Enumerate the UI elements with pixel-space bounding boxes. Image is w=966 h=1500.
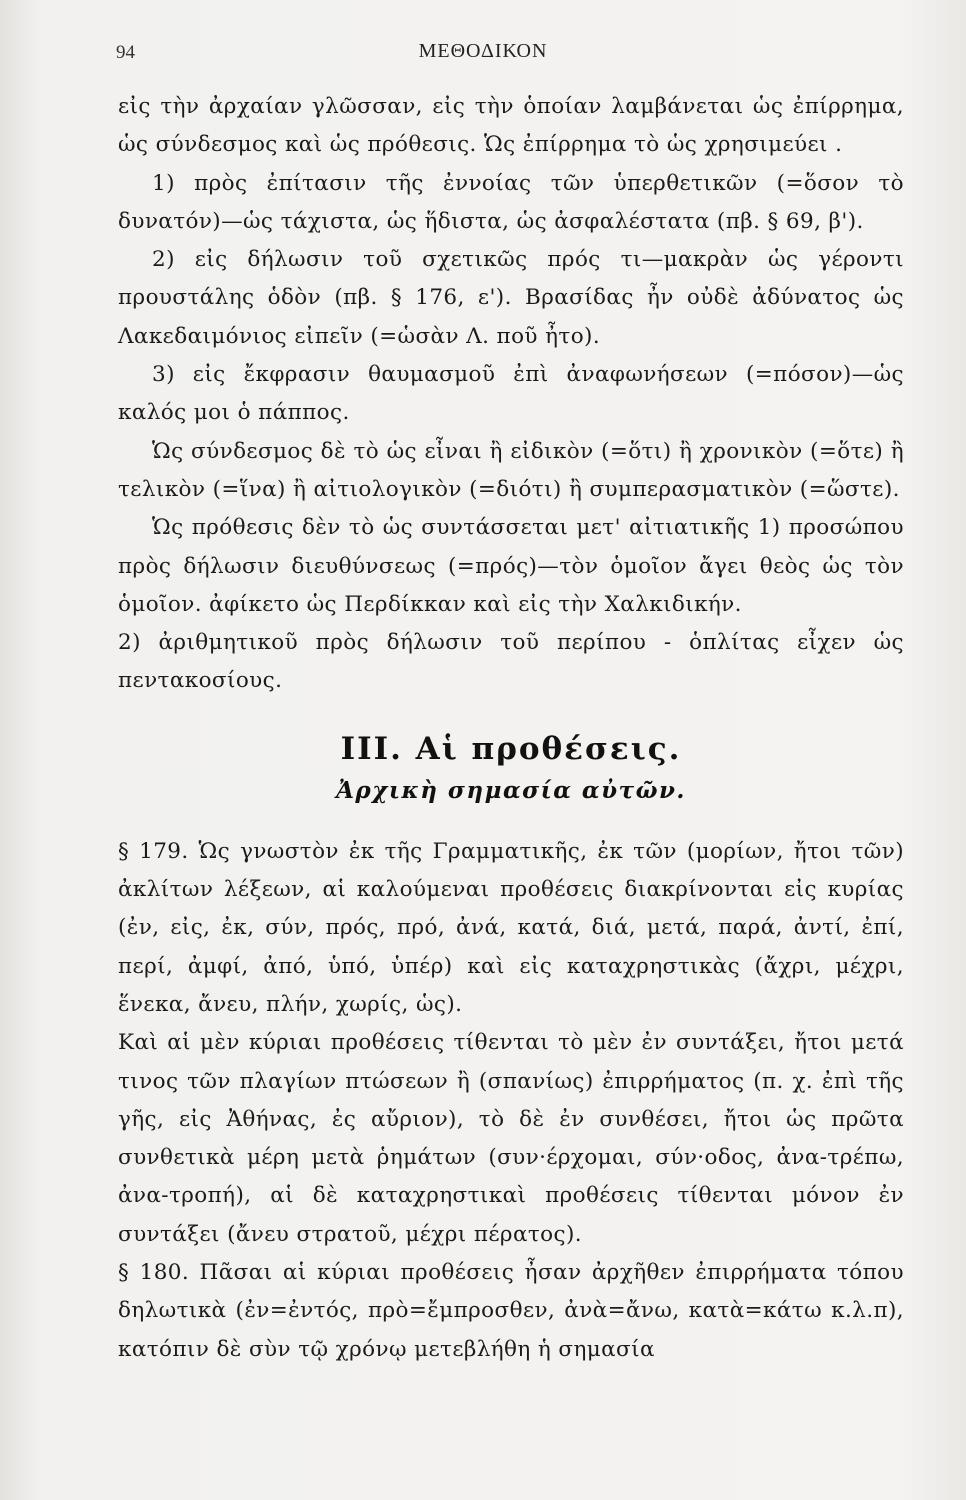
section-heading [118,727,904,811]
paragraph-180: § 180. Πᾶσαι αἱ κύριαι προθέσεις ἦσαν ἀρχῆθεν ἐπιρρήματα τόπου δηλωτικὰ (ἐν=ἐντός, πρὸ=ἔμπροσθεν, ἀνὰ=ἄνω, κατὰ=κάτω κ.λ.π), κατόπιν δὲ σὺν τῷ χρόνῳ μετεβλήθη ἡ σημασία [118,1260,904,1362]
paragraph-preposition: Ὡς πρόθεσις δὲν τὸ ὡς συντάσσεται μετ' αἰτιατικῆς 1) προσώπου πρὸς δήλωσιν διευθύνσεως (=πρός)—τὸν ὁμοῖον ἄγει θεὸς ὡς τὸν ὁμοῖον. ἀφίκετο ὡς Περδίκκαν καὶ εἰς τὴν Χαλκιδικήν. [118,515,904,617]
paragraph-numeral: 2) ἀριθμητικοῦ πρὸς δήλωσιν τοῦ περίπου - ὁπλίτας εἶχεν ὡς πεντακοσίους. [118,630,904,694]
paragraph-conjunction: Ὡς σύνδεσμος δὲ τὸ ὡς εἶναι ἢ εἰδικὸν (=ὅτι) ἢ χρονικὸν (=ὅτε) ἢ τελικὸν (=ἵνα) ἢ αἰτιολογικὸν (=διότι) ἢ συμπερασματικὸν (=ὥστε). [118,438,904,502]
body-text [118,88,904,1369]
section-title: ΙΙΙ. Αἱ προθέσεις. [340,730,682,767]
running-head: ΜΕΘΟΔΙΚΟΝ [418,40,548,62]
paragraph-kyriai: Καὶ αἱ μὲν κύριαι προθέσεις τίθενται τὸ μὲν ἐν συντάξει, ἤτοι μετά τινος τῶν πλαγίων πτώσεων ἢ (σπανίως) ἐπιρρήματος (π. χ. ἐπὶ τῆς γῆς, εἰς Ἀθήνας, ἐς αὔριον), τὸ δὲ ἐν συνθέσει, ἤτοι ὡς πρῶτα συνθετικὰ μέρη μετὰ ῥημάτων (συν·έρχομαι, σύν·οδος, ἀνα-τρέπω, ἀνα-τροπή), αἱ δὲ καταχρηστικαὶ προθέσεις τίθενται μόνον ἐν συντάξει (ἄνευ στρατοῦ, μέχρι πέρατος). [118,1030,904,1247]
paragraph-item-3: 3) εἰς ἔκφρασιν θαυμασμοῦ ἐπὶ ἀναφωνήσεων (=πόσον)—ὡς καλός μοι ὁ πάππος. [118,362,904,426]
page-header [0,38,966,72]
paragraph-item-2: 2) εἰς δήλωσιν τοῦ σχετικῶς πρός τι—μακρὰν ὡς γέροντι προυστάλης ὁδὸν (πβ. § 176, ε'). Βρασίδας ἦν οὐδὲ ἀδύνατος ὡς Λακεδαιμόνιος εἰπεῖν (=ὡσὰν Λ. ποῦ ἦτο). [118,247,904,349]
page-number: 94 [116,42,135,63]
section-subtitle: Ἀρχικὴ σημασία αὐτῶν. [336,776,686,804]
paragraph-179: § 179. Ὡς γνωστὸν ἐκ τῆς Γραμματικῆς, ἐκ τῶν (μορίων, ἤτοι τῶν) ἀκλίτων λέξεων, αἱ καλούμεναι προθέσεις διακρίνονται εἰς κυρίας (ἐν, εἰς, ἐκ, σύν, πρός, πρό, ἀνά, κατά, διά, μετά, παρά, ἀντί, ἐπί, περί, ἀμφί, ἀπό, ὑπό, ὑπέρ) καὶ εἰς καταχρηστικὰς (ἄχρι, μέχρι, ἕνεκα, ἄνευ, πλήν, χωρίς, ὡς). [118,838,904,1017]
paragraph-intro: εἰς τὴν ἀρχαίαν γλῶσσαν, εἰς τὴν ὁποίαν λαμβάνεται ὡς ἐπίρρημα, ὡς σύνδεσμος καὶ ὡς πρόθεσις. Ὡς ἐπίρρημα τὸ ὡς χρησιμεύει . [118,94,904,158]
paragraph-item-1: 1) πρὸς ἐπίτασιν τῆς ἐννοίας τῶν ὑπερθετικῶν (=ὅσον τὸ δυνατόν)—ὡς τάχιστα, ὡς ἥδιστα, ὡς ἀσφαλέστατα (πβ. § 69, β'). [118,170,904,234]
